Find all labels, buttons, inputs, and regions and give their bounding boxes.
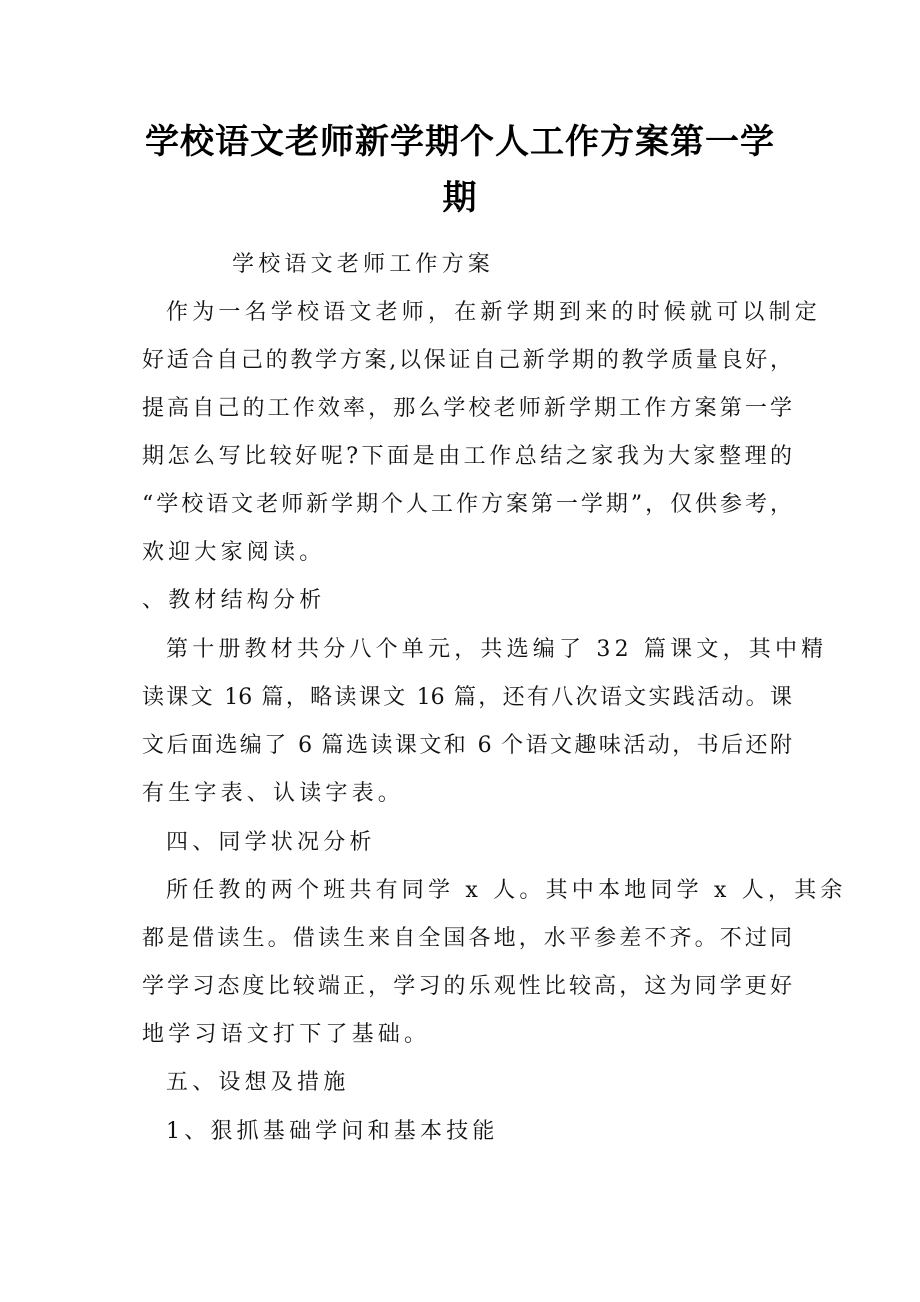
section-heading-textbook: 、教材结构分析 xyxy=(142,588,326,613)
intro-paragraph-line: 作为一名学校语文老师，在新学期到来的时候就可以制定 xyxy=(166,300,822,325)
students-paragraph-line: 都是借读生。借读生来自全国各地，水平参差不齐。不过同 xyxy=(142,926,792,951)
document-title-line-1: 学校语文老师新学期个人工作方案第一学 xyxy=(145,122,775,162)
document-title-line-2: 期 xyxy=(442,178,478,218)
textbook-paragraph-line: 读课文 16 篇，略读课文 16 篇，还有八次语文实践活动。课 xyxy=(142,685,792,710)
document-subtitle: 学校语文老师工作方案 xyxy=(232,252,495,277)
textbook-paragraph-line: 有生字表、认读字表。 xyxy=(142,781,405,806)
textbook-paragraph-line: 文后面选编了 6 篇选读课文和 6 个语文趣味活动，书后还附 xyxy=(142,733,792,758)
textbook-paragraph-line: 第十册教材共分八个单元，共选编了 32 篇课文，其中精 xyxy=(166,637,828,662)
intro-paragraph-line: 欢迎大家阅读。 xyxy=(142,540,326,565)
students-paragraph-line: 学学习态度比较端正，学习的乐观性比较高，这为同学更好 xyxy=(142,974,792,999)
section-heading-students: 四、同学状况分析 xyxy=(166,830,376,855)
section-heading-measures: 五、设想及措施 xyxy=(166,1070,350,1095)
measures-item-1: 1、狠抓基础学问和基本技能 xyxy=(166,1119,499,1144)
intro-paragraph-line: “学校语文老师新学期个人工作方案第一学期”，仅供参考， xyxy=(142,492,792,517)
intro-paragraph-line: 好适合自己的教学方案,以保证自己新学期的教学质量良好， xyxy=(142,348,792,373)
students-paragraph-line: 地学习语文打下了基础。 xyxy=(142,1022,431,1047)
students-paragraph-line: 所任教的两个班共有同学 x 人。其中本地同学 x 人，其余 xyxy=(166,878,847,903)
intro-paragraph-line: 期怎么写比较好呢?下面是由工作总结之家我为大家整理的 xyxy=(142,444,792,469)
intro-paragraph-line: 提高自己的工作效率，那么学校老师新学期工作方案第一学 xyxy=(142,396,792,421)
